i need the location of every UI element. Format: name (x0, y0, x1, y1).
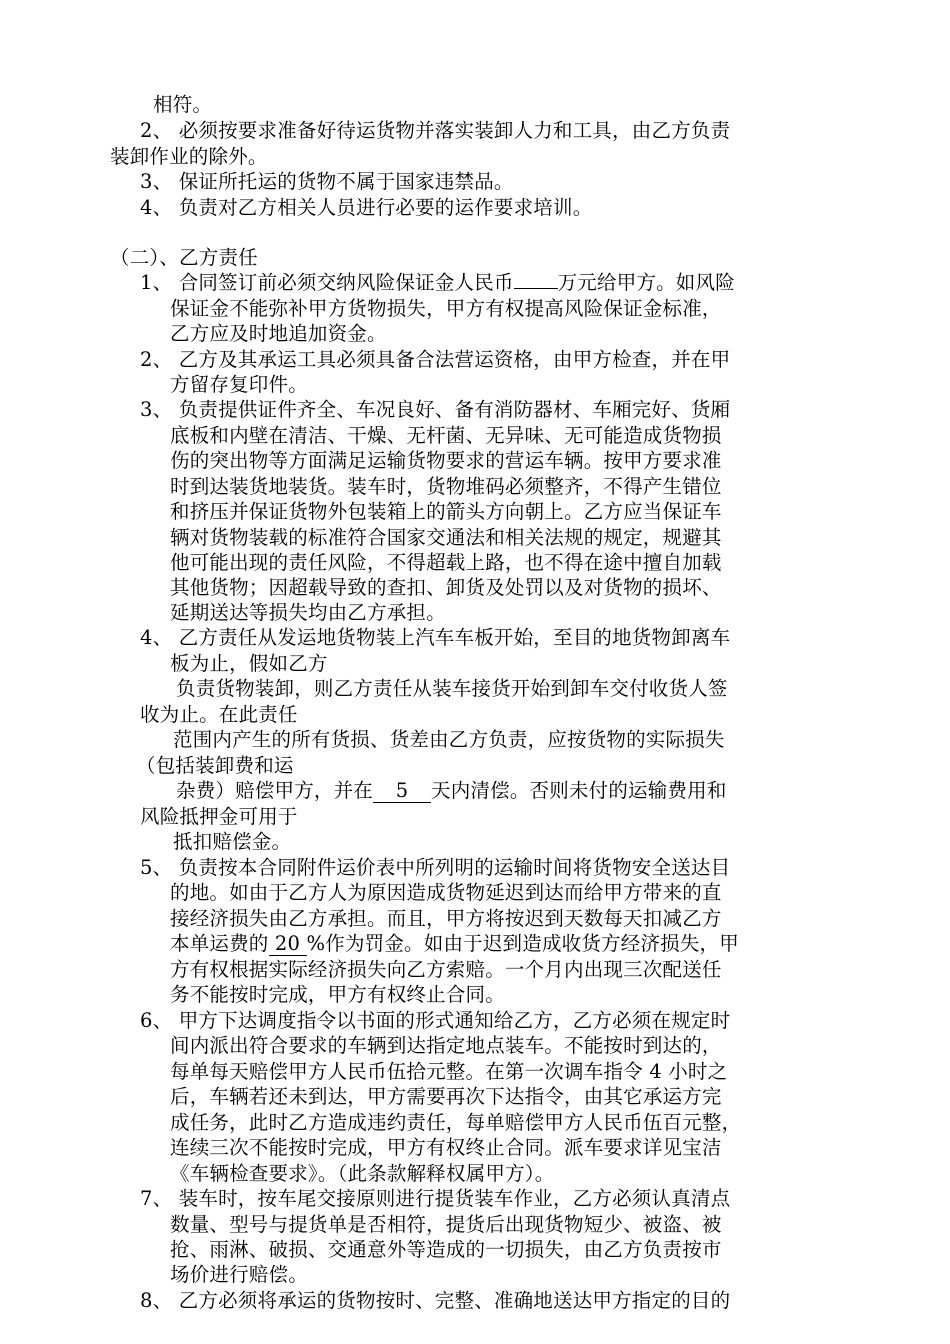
text-line: 连续三次不能按时完成，甲方有权终止合同。派车要求详见宝洁 (170, 1136, 722, 1159)
text-line: 伤的突出物等方面满足运输货物要求的营运车辆。按甲方要求准 (170, 449, 722, 472)
text-line: 《车辆检查要求》。（此条款解释权属甲方）。 (170, 1162, 555, 1185)
text-line: 方留存复印件。 (170, 373, 308, 396)
text-line: 乙方应及时地追加资金。 (170, 322, 387, 345)
text-line: 的地。如由于乙方人为原因造成货物延迟到达而给甲方带来的直 (170, 881, 722, 904)
text-line: 间内派出符合要求的车辆到达指定地点装车。不能按时到达的， (170, 1034, 722, 1057)
text-line (170, 931, 739, 957)
text-line: 装卸作业的除外。 (110, 145, 268, 168)
text-line: 抢、雨淋、破损、交通意外等造成的一切损失，由乙方负责按市 (170, 1238, 722, 1261)
text-line: 抵扣赔偿金。 (173, 830, 292, 853)
text-line (140, 270, 735, 296)
text-line: 他可能出现的责任风险，不得超载上路，也不得在途中擅自加载 (170, 551, 722, 574)
text-line: 和挤压并保证货物外包装箱上的箭头方向朝上。乙方应当保证车 (170, 500, 722, 523)
text-span: 万元给甲方。如风险 (557, 271, 735, 294)
text-span: 本单运费的 (170, 932, 269, 955)
text-line (176, 778, 727, 804)
text-line: 每单每天赔偿甲方人民币伍拾元整。在第一次调车指令 4 小时之 (170, 1060, 728, 1083)
text-line: 数量、型号与提货单是否相符，提货后出现货物短少、被盗、被 (170, 1213, 722, 1236)
text-line: 场价进行赔偿。 (170, 1263, 308, 1286)
text-line: （包括装卸费和运 (136, 754, 294, 777)
text-line: 保证金不能弥补甲方货物损失，甲方有权提高风险保证金标准， (170, 297, 722, 320)
text-line: 底板和内壁在清洁、干燥、无杆菌、无异味、无可能造成货物损 (170, 424, 722, 447)
text-line: 2、 乙方及其承运工具必须具备合法营运资格，由甲方检查，并在甲 (140, 348, 731, 371)
text-line: 方有权根据实际经济损失向乙方索赔。一个月内出现三次配送任 (170, 958, 722, 981)
text-line: 务不能按时完成，甲方有权终止合同。 (170, 983, 505, 1006)
blank-field: 5 (373, 780, 431, 803)
text-span: %作为罚金。如由于迟到造成收货方经济损失，甲 (306, 932, 739, 955)
blank-field: 20 (269, 933, 307, 956)
text-line: 板为止，假如乙方 (170, 652, 328, 675)
text-line: 后，车辆若还未到达，甲方需要再次下达指令，由其它承运方完 (170, 1085, 722, 1108)
text-line: 成任务，此时乙方造成违约责任，每单赔偿甲方人民币伍百元整， (170, 1111, 742, 1134)
text-line: 4、 乙方责任从发运地货物装上汽车车板开始，至目的地货物卸离车 (140, 626, 731, 649)
text-line: 7、 装车时，按车尾交接原则进行提货装车作业，乙方必须认真清点 (140, 1187, 731, 1210)
text-line: 范围内产生的所有货损、货差由乙方负责，应按货物的实际损失 (173, 728, 725, 751)
blank-field (514, 288, 558, 289)
text-line: 收为止。在此责任 (140, 703, 298, 726)
text-span: 1、 合同签订前必须交纳风险保证金人民币 (140, 271, 514, 294)
text-line: 相符。 (153, 93, 213, 116)
text-line: 时到达装货地装货。装车时，货物堆码必须整齐，不得产生错位 (170, 475, 722, 498)
text-line: 风险抵押金可用于 (140, 805, 298, 828)
text-line: 3、 负责提供证件齐全、车况良好、备有消防器材、车厢完好、货厢 (140, 398, 731, 421)
text-line: 2、 必须按要求准备好待运货物并落实装卸人力和工具，由乙方负责 (140, 119, 731, 142)
text-line: 6、 甲方下达调度指令以书面的形式通知给乙方，乙方必须在规定时 (140, 1009, 731, 1032)
text-line: 接经济损失由乙方承担。而且，甲方将按迟到天数每天扣减乙方 (170, 907, 722, 930)
text-line: 负责货物装卸，则乙方责任从装车接货开始到卸车交付收货人签 (176, 677, 728, 700)
text-line: 8、 乙方必须将承运的货物按时、完整、准确地送达甲方指定的目的 (140, 1289, 731, 1312)
text-line: 4、 负责对乙方相关人员进行必要的运作要求培训。 (140, 196, 593, 219)
text-line: 3、 保证所托运的货物不属于国家违禁品。 (140, 170, 514, 193)
text-line: 5、 负责按本合同附件运价表中所列明的运输时间将货物安全送达目 (140, 856, 731, 879)
text-span: 天内清偿。否则未付的运输费用和 (431, 779, 727, 802)
text-line: 其他货物；因超载导致的查扣、卸货及处罚以及对货物的损坏、 (170, 576, 722, 599)
text-span: 杂费）赔偿甲方，并在 (176, 779, 374, 802)
text-line: 延期送达等损失均由乙方承担。 (170, 601, 446, 624)
section-heading: （二）、乙方责任 (110, 246, 258, 269)
text-line: 辆对货物装载的标准符合国家交通法和相关法规的规定，规避其 (170, 526, 722, 549)
